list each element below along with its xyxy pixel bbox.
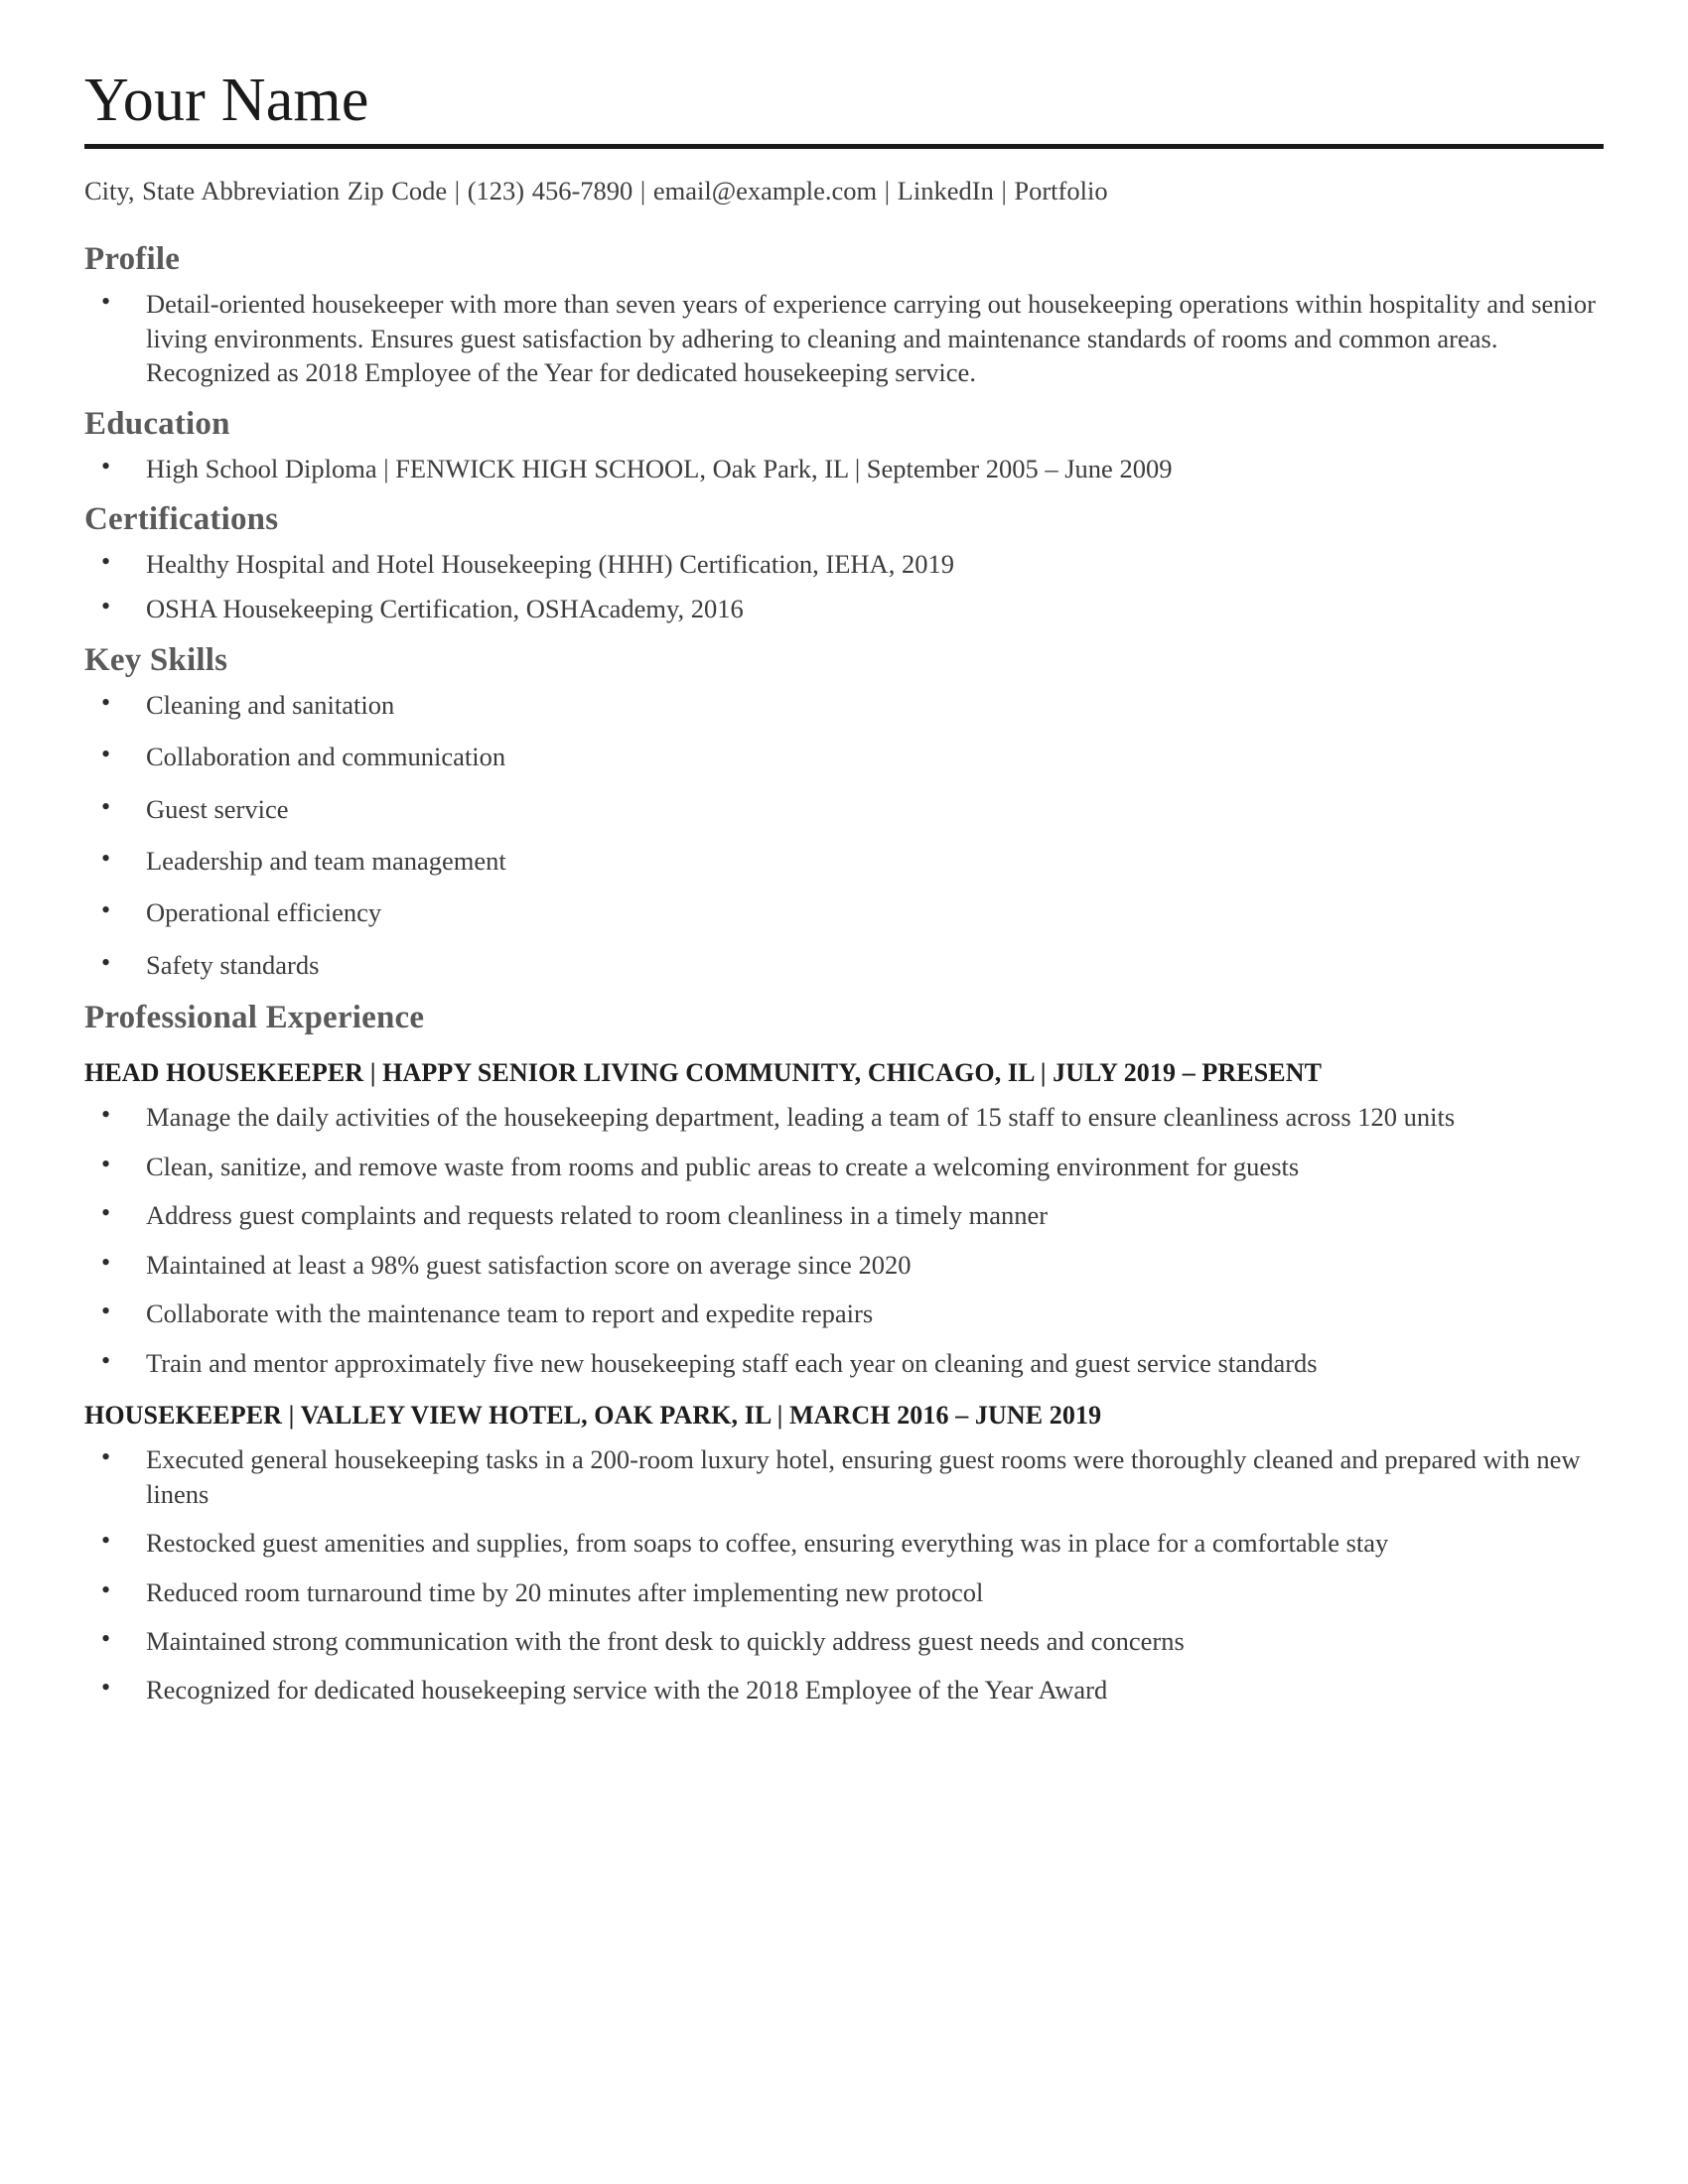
list-item: • Train and mentor approximately five new housekeeping staff each year on cleaning and guest service standards [84,1346,1604,1380]
list-item: • Guest service [84,792,1604,826]
list-item: • High School Diploma | FENWICK HIGH SCHOOL, Oak Park, IL | September 2005 – June 2009 [84,452,1604,485]
list-item: • Leadership and team management [84,844,1604,878]
section-professional-experience [84,1000,1604,1707]
section-key-skills [84,642,1604,983]
section-education [84,406,1604,485]
header-divider [84,144,1604,149]
section-heading-professional-experience: Professional Experience [84,1000,425,1036]
section-heading-profile: Profile [84,241,181,278]
list-item: • Detail-oriented housekeeper with more than seven years of experience carrying out housekeeping operations within hospitality and senior living environments. Ensures guest satisfaction by adhering to cleaning and maintenance standards of rooms and common areas. Recognized as 2018 Employee of the Year for dedicated housekeeping service. [84,287,1604,389]
list-item: • Executed general housekeeping tasks in a 200-room luxury hotel, ensuring guest rooms were thoroughly cleaned and prepared with new linens [84,1442,1604,1511]
list-item: • Safety standards [84,948,1604,982]
job-entry [84,1400,1604,1707]
job-bullet-list [84,1442,1604,1707]
job-heading: HOUSEKEEPER | VALLEY VIEW HOTEL, OAK PARK, IL | MARCH 2016 – JUNE 2019 [84,1401,1102,1431]
list-item: • Collaboration and communication [84,740,1604,773]
list-item: • Maintained strong communication with the front desk to quickly address guest needs and concerns [84,1624,1604,1658]
section-certifications [84,501,1604,626]
list-item: • Manage the daily activities of the housekeeping department, leading a team of 15 staff to ensure cleanliness across 120 units [84,1100,1604,1134]
list-item: • Address guest complaints and requests related to room cleanliness in a timely manner [84,1198,1604,1232]
job-heading: HEAD HOUSEKEEPER | HAPPY SENIOR LIVING COMMUNITY, CHICAGO, IL | JULY 2019 – PRESENT [84,1058,1323,1088]
key-skills-list [84,688,1604,983]
page-title: Your Name [84,67,369,134]
list-item: • Cleaning and sanitation [84,688,1604,722]
list-item: • Healthy Hospital and Hotel Housekeeping (HHH) Certification, IEHA, 2019 [84,547,1604,581]
job-bullet-list [84,1100,1604,1380]
certifications-list [84,547,1604,626]
list-item: • Collaborate with the maintenance team to report and expedite repairs [84,1297,1604,1330]
list-item: • Reduced room turnaround time by 20 minutes after implementing new protocol [84,1575,1604,1609]
section-heading-key-skills: Key Skills [84,641,228,678]
job-entry [84,1057,1604,1380]
contact-line: City, State Abbreviation Zip Code | (123) 456-7890 | email@example.com | LinkedIn | Portfolio [84,176,1108,206]
list-item: • Operational efficiency [84,895,1604,929]
section-heading-certifications: Certifications [84,500,279,537]
list-item: • Clean, sanitize, and remove waste from rooms and public areas to create a welcoming environment for guests [84,1150,1604,1183]
list-item: • OSHA Housekeeping Certification, OSHAcademy, 2016 [84,592,1604,625]
list-item: • Restocked guest amenities and supplies, from soaps to coffee, ensuring everything was in place for a comfortable stay [84,1526,1604,1560]
education-list [84,452,1604,485]
resume-body [84,69,1604,1707]
section-profile [84,241,1604,389]
list-item: • Maintained at least a 98% guest satisfaction score on average since 2020 [84,1248,1604,1282]
section-heading-education: Education [84,405,230,442]
list-item: • Recognized for dedicated housekeeping service with the 2018 Employee of the Year Award [84,1673,1604,1706]
profile-list [84,287,1604,389]
